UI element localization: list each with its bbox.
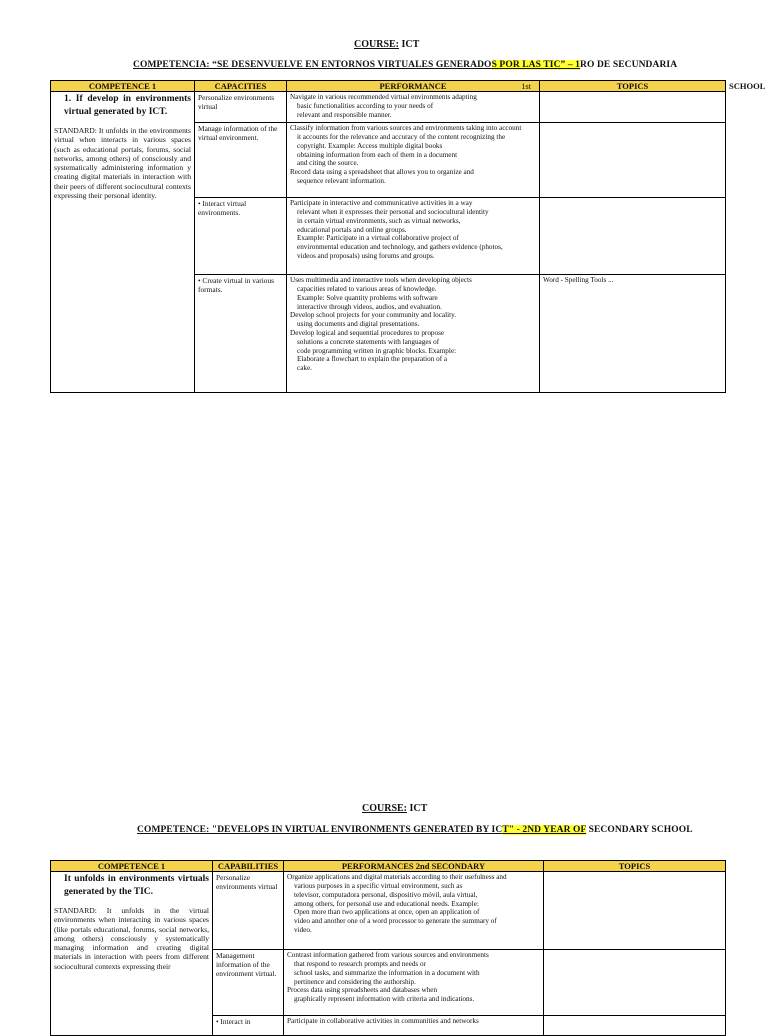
- capacity-cell: Manage information of the virtual environment.: [195, 123, 287, 198]
- course-heading-1: [354, 39, 419, 50]
- course-label: COURSE:: [362, 803, 408, 814]
- competence-text: COMPETENCIA: “SE DESENVUELVE EN ENTORNOS VIRTUALES GENERADO: [133, 60, 492, 70]
- table-row: [51, 872, 726, 950]
- header-capabilities: CAPABILITIES: [213, 861, 284, 872]
- performance-cell: Organize applications and digital materials according to their usefulness and various purposes in a specific virtual environment, such as televisor, computadora personal, dispositivo móvil, aula virtual, among others, for personal use and educational needs. Example: Open more than two applications at once, open an application of video and another one of a word processor to generate the summary of video.: [284, 872, 544, 950]
- header-grade: 1st: [521, 81, 531, 91]
- competence-cell: [51, 92, 195, 393]
- capacity-cell: • Interact virtual environments.: [195, 198, 287, 275]
- competence-text: COMPETENCE: "DEVELOPS IN VIRTUAL ENVIRONMENTS GENERATED BY IC: [137, 825, 503, 835]
- header-competence: COMPETENCE 1: [51, 861, 213, 872]
- topics-cell: [544, 872, 726, 950]
- course-label: COURSE:: [354, 39, 400, 50]
- competence-title: 1. If develop in environments virtual generated by ICT.: [64, 94, 191, 117]
- competence-highlight: S POR LAS TIC” – 1: [491, 60, 581, 70]
- competence-heading-1: [133, 60, 677, 70]
- course-heading-2: [362, 803, 427, 814]
- competence-title: It unfolds in environments virtuals generated by the TIC.: [64, 874, 209, 897]
- standard-text: STANDARD: It unfolds in the virtual environments when interacting in various spaces (like portals educational, forums, social networks, among others) consciously y systematically managing information and creating digital materials in interaction with peers from different sociocultural contexts expressing their: [54, 906, 209, 971]
- topics-cell: [544, 1016, 726, 1036]
- header-capacities: CAPACITIES: [195, 81, 287, 92]
- header-performance: PERFORMANCE 1st: [287, 81, 540, 92]
- capacity-cell: Management information of the environment virtual.: [213, 950, 284, 1016]
- competence-heading-2: [137, 825, 693, 835]
- competence-table-2: [50, 860, 726, 1036]
- capacity-cell: Personalize environments virtual: [213, 872, 284, 950]
- table-header-row: [51, 861, 726, 872]
- performance-cell: Participate in collaborative activities in communities and networks: [284, 1016, 544, 1036]
- header-performances: PERFORMANCES 2nd SECONDARY: [284, 861, 544, 872]
- capacity-cell: • Interact in: [213, 1016, 284, 1036]
- standard-text: STANDARD: It unfolds in the environments virtual when interacts in various spaces (such as educational portals, forums, social networks, among others) of consciously and systematically administering information y creating digital materials in interaction with their peers of different sociocultural contexts expressing their personal identity.: [54, 126, 191, 200]
- competence-cell: [51, 872, 213, 1036]
- header-competence: COMPETENCE 1: [51, 81, 195, 92]
- table-row: [51, 92, 726, 123]
- topics-cell: [540, 123, 726, 198]
- topics-cell: [540, 198, 726, 275]
- competence-table-1: [50, 80, 726, 393]
- competence-highlight: T" - 2ND YEAR OF: [502, 825, 587, 835]
- header-topics: TOPICS: [544, 861, 726, 872]
- table-header-row: [51, 81, 726, 92]
- topics-cell: [544, 950, 726, 1016]
- course-value: ICT: [409, 803, 428, 814]
- course-value: ICT: [401, 39, 420, 50]
- capacity-cell: • Create virtual in various formats.: [195, 275, 287, 393]
- competence-suffix: RO DE SECUNDARIA: [580, 60, 678, 70]
- performance-cell: Classify information from various sources and environments taking into account it accounts for the relevance and accuracy of the content recognizing the copyright. Example: Access multiple digital books obtaining information from each of them in a document and citing the source. Record data using a spreadsheet that allows you to organize and sequence relevant information.: [287, 123, 540, 198]
- competence-suffix: SECONDARY SCHOOL: [586, 825, 693, 835]
- topics-cell: Word - Spelling Tools ...: [540, 275, 726, 393]
- performance-cell: Participate in interactive and communicative activities in a way relevant when it expresses their personal and sociocultural identity in certain virtual environments, such as virtual networks, educational portals and online groups. Example: Participate in a virtual collaborative project of environmental education and technology, and gathers evidence (photos, videos and proposals) using forums and groups.: [287, 198, 540, 275]
- side-label: SCHOOL: [729, 81, 766, 91]
- performance-cell: Navigate in various recommended virtual environments adapting basic functionalities according to your needs of relevant and responsible manner.: [287, 92, 540, 123]
- performance-cell: Uses multimedia and interactive tools when developing objects capacities related to various areas of knowledge. Example: Solve quantity problems with software interactive through videos, audios, and evaluation. Develop school projects for your community and locality. using documents and digital presentations. Develop logical and sequential procedures to propose solutions a concrete statements with languages of code programming written in graphic blocks. Example: Elaborate a flowchart to explain the preparation of a cake.: [287, 275, 540, 393]
- header-topics: TOPICS: [540, 81, 726, 92]
- capacity-cell: Personalize environments virtual: [195, 92, 287, 123]
- performance-cell: Contrast information gathered from various sources and environments that respond to research prompts and needs or school tasks, and summarize the information in a document with pertinence and considering the authorship. Process data using spreadsheets and databases when graphically represent information with criteria and indications.: [284, 950, 544, 1016]
- topics-cell: [540, 92, 726, 123]
